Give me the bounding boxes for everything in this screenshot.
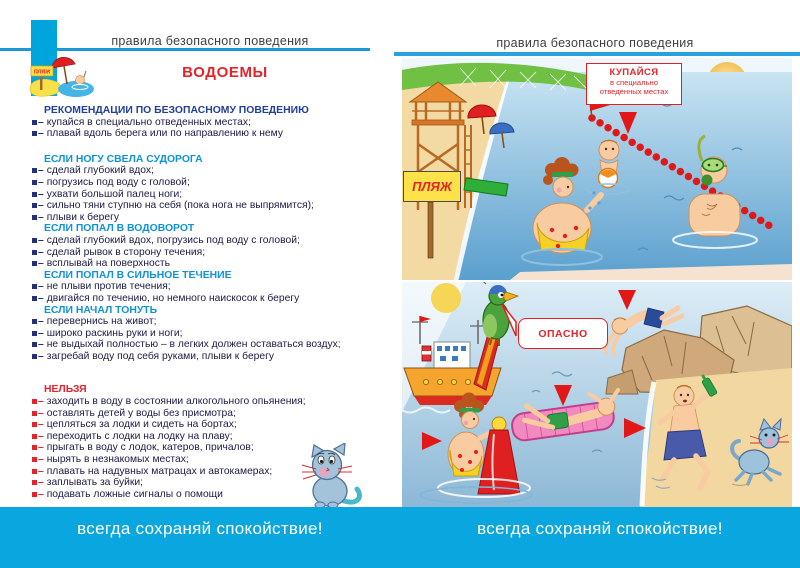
bullet-dash: – bbox=[38, 454, 44, 466]
rules-section bbox=[32, 105, 382, 140]
list-item bbox=[32, 200, 382, 212]
bullet-dash: – bbox=[38, 116, 44, 128]
list-item bbox=[32, 293, 382, 305]
danger-beach-scene bbox=[402, 282, 792, 508]
bullet-square-icon bbox=[32, 434, 37, 439]
list-item-text: заплывать за буйки; bbox=[46, 477, 143, 489]
list-item bbox=[32, 177, 382, 189]
list-item bbox=[32, 128, 382, 140]
list-item bbox=[32, 165, 382, 177]
list-item-text: плавай вдоль берега или по направлению к нему bbox=[46, 128, 284, 140]
page-header-right: правила безопасного поведения bbox=[496, 36, 694, 50]
bullet-square-icon bbox=[32, 319, 37, 324]
page-header-left: правила безопасного поведения bbox=[111, 34, 309, 48]
rules-section bbox=[32, 305, 382, 363]
mini-beach-sign-label: ПЛЯЖ bbox=[33, 69, 51, 76]
bullet-square-icon bbox=[32, 131, 37, 136]
list-item bbox=[32, 235, 382, 247]
list-item-text: не плыви против течения; bbox=[46, 281, 171, 293]
bullet-dash: – bbox=[38, 339, 44, 351]
safety-rules-list bbox=[32, 105, 382, 500]
bullet-dash: – bbox=[38, 316, 44, 328]
page-title: ВОДОЕМЫ bbox=[182, 64, 268, 81]
bullet-dash: – bbox=[38, 211, 44, 223]
list-item bbox=[32, 351, 382, 363]
sign-post bbox=[428, 202, 433, 258]
list-item-text: загребай воду под себя руками, плыви к берегу bbox=[46, 350, 275, 362]
list-item-text: подавать ложные сигналы о помощи bbox=[46, 488, 223, 500]
bullet-square-icon bbox=[32, 480, 37, 485]
bullet-square-icon bbox=[32, 469, 37, 474]
section-heading: ЕСЛИ ПОПАЛ В ВОДОВОРОТ bbox=[44, 223, 195, 235]
bullet-dash: – bbox=[38, 350, 44, 362]
list-item bbox=[32, 396, 382, 408]
bullet-dash: – bbox=[38, 292, 44, 304]
bullet-dash: – bbox=[38, 165, 44, 177]
danger-sign: ОПАСНО bbox=[518, 318, 608, 349]
bullet-square-icon bbox=[32, 261, 37, 266]
section-heading: ЕСЛИ НОГУ СВЕЛА СУДОРОГА bbox=[44, 153, 203, 165]
bullet-square-icon bbox=[32, 284, 37, 289]
list-item-text: всплывай на поверхность bbox=[46, 258, 170, 270]
bullet-square-icon bbox=[32, 168, 37, 173]
bullet-square-icon bbox=[32, 203, 37, 208]
beach-sign: ПЛЯЖ bbox=[403, 171, 461, 202]
bullet-square-icon bbox=[32, 250, 37, 255]
swim-allowed-sign: КУПАЙСЯ в специально отведенных местах bbox=[586, 63, 682, 105]
bullet-dash: – bbox=[38, 327, 44, 339]
list-item bbox=[32, 212, 382, 224]
cat-illustration bbox=[300, 443, 366, 509]
bullet-square-icon bbox=[32, 457, 37, 462]
mini-beach-illustration bbox=[28, 54, 94, 98]
list-item-text: ухвати большой палец ноги; bbox=[46, 188, 183, 200]
list-item-text: оставлять детей у воды без присмотра; bbox=[46, 407, 236, 419]
bullet-dash: – bbox=[38, 465, 44, 477]
section-heading: ЕСЛИ ПОПАЛ В СИЛЬНОЕ ТЕЧЕНИЕ bbox=[44, 269, 232, 281]
snorkel bbox=[84, 71, 86, 77]
list-item-text: плыви к берегу bbox=[46, 211, 120, 223]
bullet-square-icon bbox=[32, 342, 37, 347]
list-item bbox=[32, 408, 382, 420]
bullet-square-icon bbox=[32, 492, 37, 497]
list-item-text: сделай глубокий вдох, погрузись под воду с головой; bbox=[46, 234, 300, 246]
bullet-dash: – bbox=[38, 188, 44, 200]
list-item-text: сделай глубокий вдох; bbox=[46, 165, 154, 177]
bullet-dash: – bbox=[38, 258, 44, 270]
list-item bbox=[32, 419, 382, 431]
list-item bbox=[32, 117, 382, 129]
bullet-dash: – bbox=[38, 477, 44, 489]
bullet-dash: – bbox=[38, 128, 44, 140]
list-item-text: цепляться за лодки и сидеть на бортах; bbox=[46, 419, 237, 431]
bullet-dash: – bbox=[38, 281, 44, 293]
bullet-dash: – bbox=[38, 200, 44, 212]
list-item-text: нырять в незнакомых местах; bbox=[46, 454, 189, 466]
list-item bbox=[32, 281, 382, 293]
bullet-square-icon bbox=[32, 192, 37, 197]
list-item-text: погрузись под воду с головой; bbox=[46, 176, 190, 188]
list-item bbox=[32, 328, 382, 340]
bullet-square-icon bbox=[32, 445, 37, 450]
list-item-text: заходить в воду в состоянии алкогольного опьянения; bbox=[46, 396, 306, 408]
bullet-dash: – bbox=[38, 246, 44, 258]
bullet-dash: – bbox=[38, 419, 44, 431]
bullet-square-icon bbox=[32, 180, 37, 185]
bullet-square-icon bbox=[32, 331, 37, 336]
list-item-text: переходить с лодки на лодку на плаву; bbox=[46, 430, 233, 442]
bullet-square-icon bbox=[32, 120, 37, 125]
rules-section bbox=[32, 270, 382, 305]
list-item-text: плавать на надувных матрацах и автокамерах; bbox=[46, 465, 273, 477]
rules-section bbox=[32, 223, 382, 269]
list-item-text: купайся в специально отведенных местах; bbox=[46, 116, 251, 128]
bullet-square-icon bbox=[32, 354, 37, 359]
section-heading: НЕЛЬЗЯ bbox=[44, 384, 87, 396]
footer-slogan-left: всегда сохраняй спокойствие! bbox=[77, 519, 323, 538]
bullet-dash: – bbox=[38, 234, 44, 246]
list-item bbox=[32, 316, 382, 328]
list-item bbox=[32, 431, 382, 443]
bullet-dash: – bbox=[38, 407, 44, 419]
list-item-text: сильно тяни ступню на себя (пока нога не выпрямится); bbox=[46, 200, 314, 212]
list-item-text: прыгать в воду с лодок, катеров, причалов; bbox=[46, 442, 254, 454]
footer-slogan-right: всегда сохраняй спокойствие! bbox=[477, 519, 723, 538]
section-heading: ЕСЛИ НАЧАЛ ТОНУТЬ bbox=[44, 304, 158, 316]
section-heading: РЕКОМЕНДАЦИИ ПО БЕЗОПАСНОМУ ПОВЕДЕНИЮ bbox=[44, 105, 309, 116]
bullet-square-icon bbox=[32, 411, 37, 416]
list-item-text: перевернись на живот; bbox=[46, 316, 157, 328]
swimmer-head bbox=[76, 76, 85, 85]
bullet-square-icon bbox=[32, 422, 37, 427]
list-item-text: широко раскинь руки и ноги; bbox=[46, 327, 183, 339]
list-item bbox=[32, 339, 382, 351]
bullet-square-icon bbox=[32, 296, 37, 301]
sand-blob bbox=[30, 79, 61, 96]
header-underline-right bbox=[394, 52, 800, 56]
list-item bbox=[32, 189, 382, 201]
list-item bbox=[32, 258, 382, 270]
bullet-dash: – bbox=[38, 176, 44, 188]
rules-section bbox=[32, 154, 382, 224]
list-item bbox=[32, 247, 382, 259]
bullet-square-icon bbox=[32, 215, 37, 220]
bullet-dash: – bbox=[38, 442, 44, 454]
bullet-dash: – bbox=[38, 396, 44, 408]
bullet-square-icon bbox=[32, 238, 37, 243]
swim-allowed-sign-title: КУПАЙСЯ bbox=[609, 67, 659, 78]
footer-bar bbox=[0, 507, 800, 568]
list-item-text: не выдыхай полностью – в легких должен оставаться воздух; bbox=[46, 339, 341, 351]
list-item-text: сделай рывок в сторону течения; bbox=[46, 246, 206, 258]
bullet-dash: – bbox=[38, 430, 44, 442]
bullet-dash: – bbox=[38, 488, 44, 500]
bullet-square-icon bbox=[32, 399, 37, 404]
beach-swimming-scene bbox=[402, 58, 792, 280]
list-item-text: двигайся по течению, но немного наискосок к берегу bbox=[46, 292, 300, 304]
sun-icon bbox=[431, 283, 461, 313]
